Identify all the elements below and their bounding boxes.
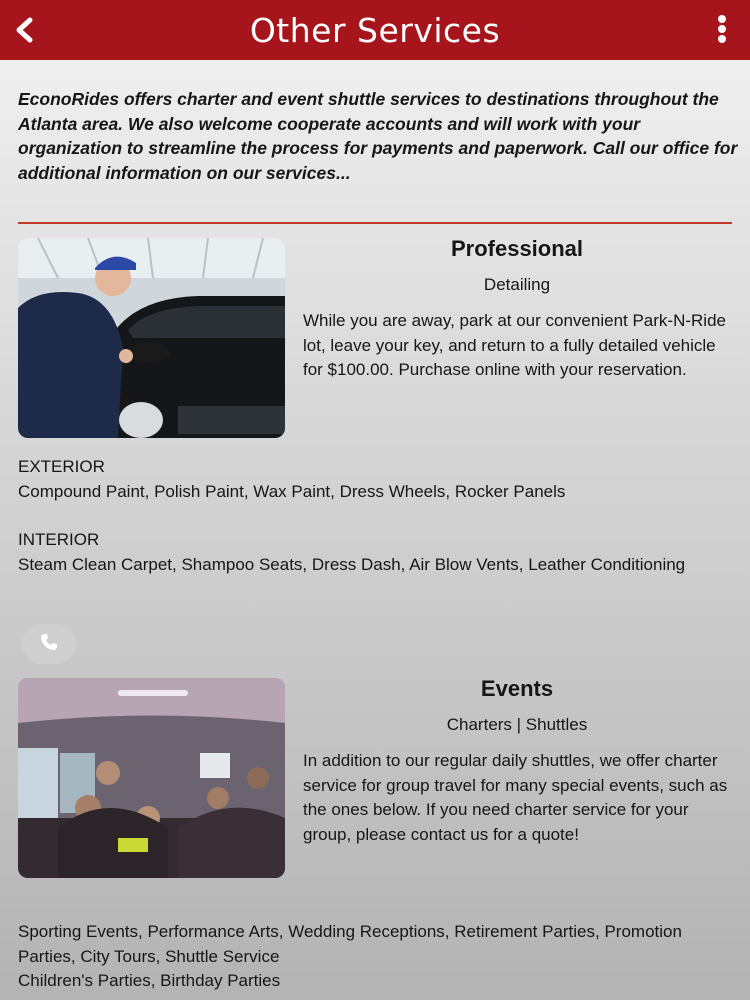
events-photo — [18, 678, 285, 878]
events-list: Sporting Events, Performance Arts, Wedding Receptions, Retirement Parties, Promotion Parties, City Tours, Shuttle Service — [18, 922, 682, 966]
phone-icon — [39, 632, 59, 657]
more-vertical-icon[interactable] — [716, 14, 728, 46]
exterior-label: EXTERIOR — [18, 457, 105, 476]
detailing-description: While you are away, park at our convenient Park-N-Ride lot, leave your key, and return to a fully detailed vehicle for $100.00. Purchase online with your reservation. — [303, 311, 726, 379]
page-title: Other Services — [249, 10, 501, 50]
interior-label: INTERIOR — [18, 530, 100, 549]
intro-text: EconoRides offers charter and event shuttle services to destinations throughout the Atlanta area. We also welcome cooperate accounts and will work with your organization to streamline the process for payments and paperwork. Call our office for additional information on our services... — [18, 89, 738, 183]
detailing-photo — [18, 238, 285, 438]
events-list-more: Children's Parties, Birthday Parties — [18, 971, 281, 990]
detailing-subtitle: Detailing — [483, 275, 551, 294]
app-header — [0, 0, 750, 60]
exterior-items: Compound Paint, Polish Paint, Wax Paint, Dress Wheels, Rocker Panels — [18, 482, 566, 501]
events-description: In addition to our regular daily shuttles, we offer charter service for group travel for many special events, such as the ones below. If you need charter service for your group, please contact us for a quote! — [303, 751, 728, 844]
events-subtitle: Charters | Shuttles — [446, 715, 588, 734]
interior-items: Steam Clean Carpet, Shampoo Seats, Dress Dash, Air Blow Vents, Leather Conditioning — [18, 555, 686, 574]
back-arrow-icon[interactable] — [10, 14, 42, 46]
events-title: Events — [480, 676, 554, 701]
call-button[interactable] — [22, 624, 76, 664]
detailing-title: Professional — [450, 236, 584, 261]
section-divider — [18, 222, 732, 224]
